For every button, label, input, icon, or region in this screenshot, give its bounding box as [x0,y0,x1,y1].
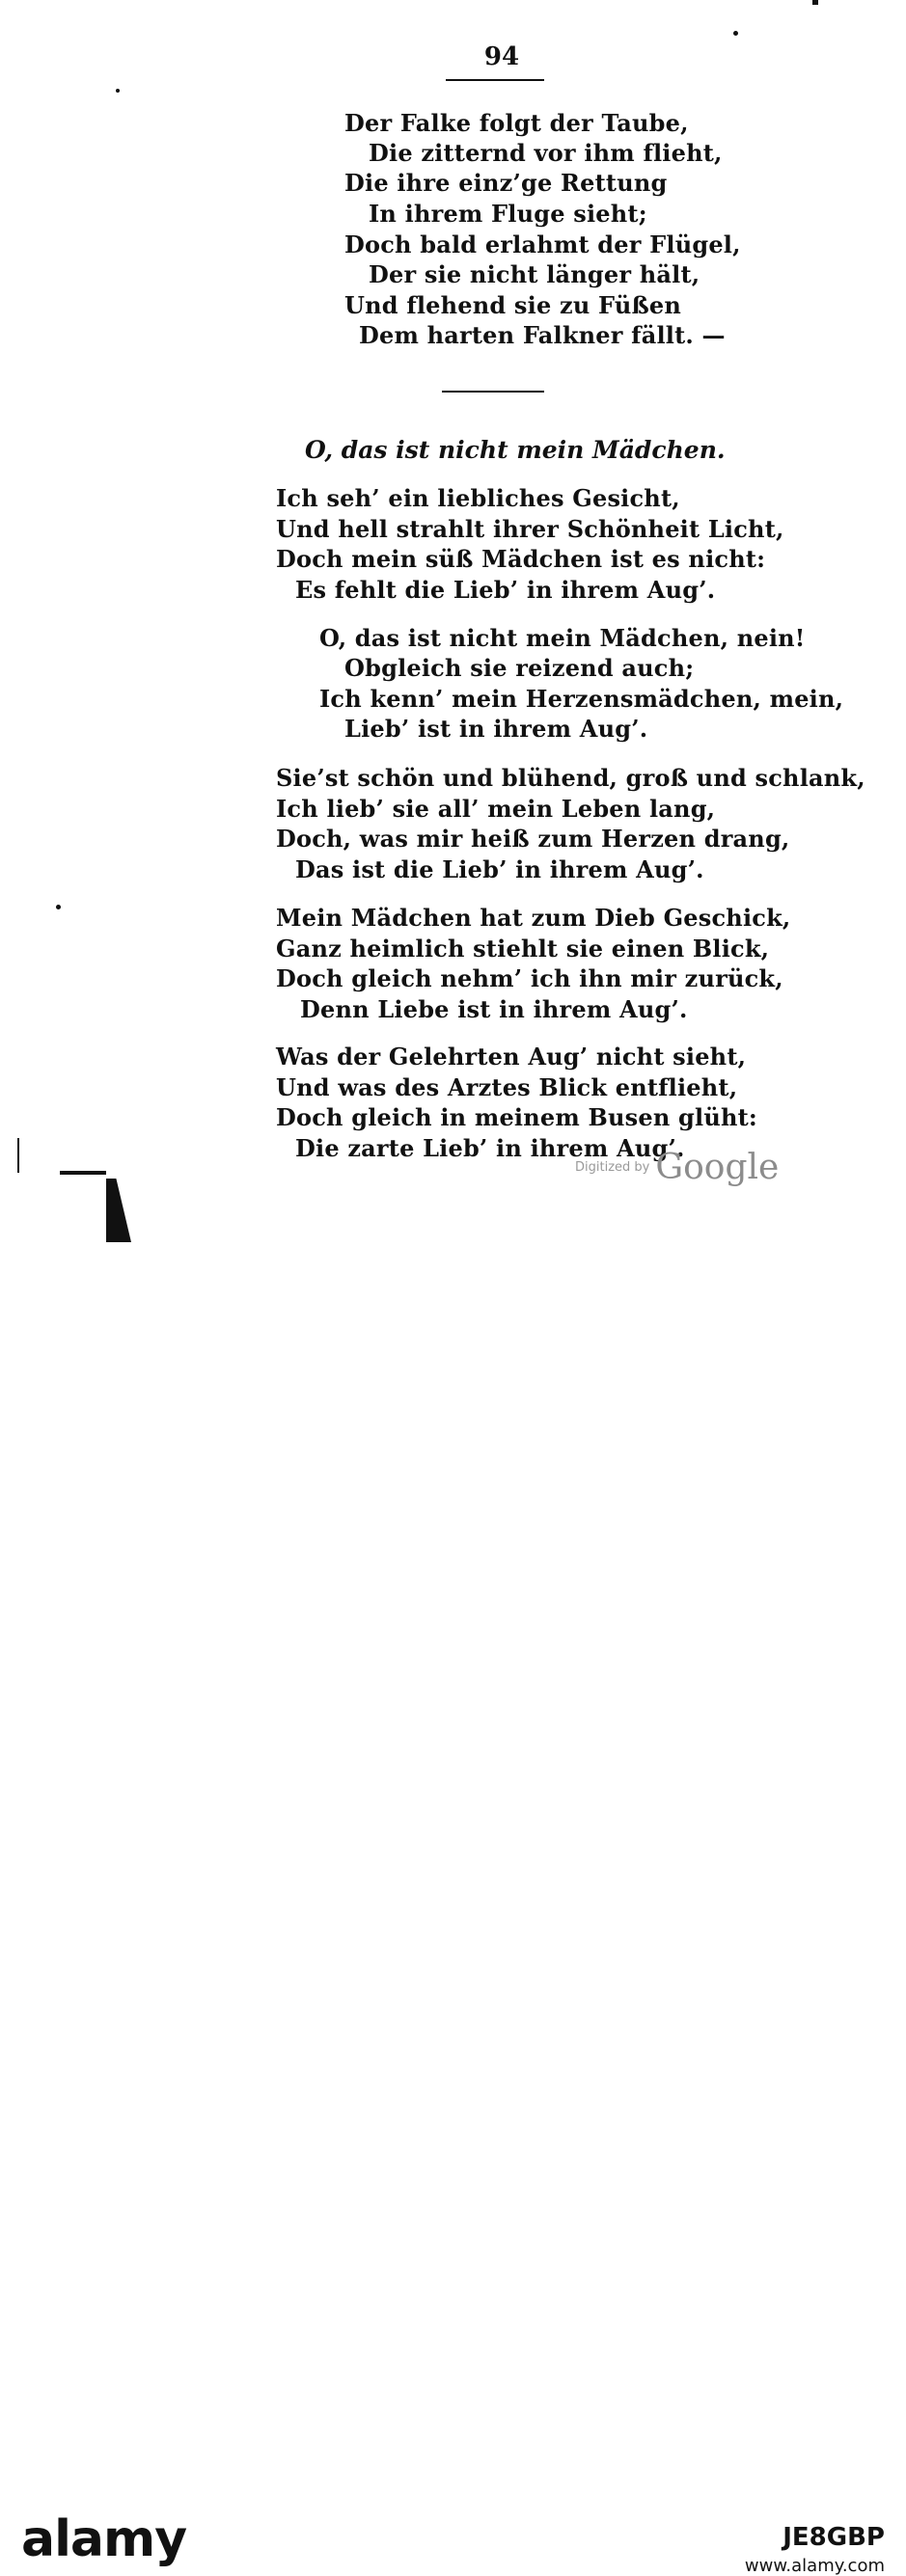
section-divider [442,391,544,393]
brand-logo: alamy [21,2510,187,2568]
scan-speck [56,905,61,909]
refrain-line: Lieb’ ist in ihrem Aug’. [344,715,648,743]
verse-line: Und flehend sie zu Füßen [344,291,682,319]
site-url: www.alamy.com [744,2556,885,2576]
verse-line: Das ist die Lieb’ in ihrem Aug’. [295,855,704,883]
digitized-watermark [575,1148,779,1187]
scan-edge-mark [812,0,818,5]
verse-line: Denn Liebe ist in ihrem Aug’. [300,995,688,1023]
page-number: 94 [483,42,520,71]
verse-line: Die zitternd vor ihm flieht, [369,139,723,167]
verse-line: Doch bald erlahmt der Flügel, [344,230,741,258]
verse-line: Und hell strahlt ihrer Schönheit Licht, [276,515,784,543]
verse-line: Der Falke folgt der Taube, [344,109,689,137]
scan-edge-mark [60,1171,106,1175]
verse-line: Sie’st schön und blühend, groß und schlank, [276,764,865,792]
image-code: JE8GBP [782,2523,885,2552]
scan-edge-line [17,1138,19,1173]
verse-line: Ganz heimlich stiehlt sie einen Blick, [276,935,770,963]
verse-line: Was der Gelehrten Aug’ nicht sieht, [276,1043,747,1071]
image-info [745,2523,885,2576]
scan-speck [116,89,120,93]
verse-line: Die ihre einz’ge Rettung [344,169,668,197]
verse-line: In ihrem Fluge sieht; [369,200,647,228]
refrain-line: Obgleich sie reizend auch; [344,654,695,682]
verse-line: Die zarte Lieb’ in ihrem Aug’. [295,1134,685,1162]
verse-line: Doch, was mir heiß zum Herzen drang, [276,825,790,853]
refrain-line: O, das ist nicht mein Mädchen, nein! [319,624,806,652]
book-page [0,0,906,1252]
verse-line: Doch gleich nehm’ ich ihn mir zurück, [276,964,783,992]
verse-line: Ich seh’ ein liebliches Gesicht, [276,484,680,512]
digitized-logo: Google [655,1148,780,1187]
verse-line: Doch mein süß Mädchen ist es nicht: [276,545,766,573]
verse-line: Es fehlt die Lieb’ in ihrem Aug’. [295,576,716,604]
verse-line: Doch gleich in meinem Busen glüht: [276,1103,757,1131]
verse-line: Und was des Arztes Blick entflieht, [276,1073,738,1101]
digitized-prefix: Digitized by [575,1160,650,1175]
header-rule [446,79,544,81]
stock-footer [0,1252,906,2576]
verse-line: Mein Mädchen hat zum Dieb Geschick, [276,904,791,932]
scan-speck [733,31,738,36]
scan-corner-shadow [106,1179,131,1242]
verse-line: Dem harten Falkner fällt. — [359,321,726,349]
verse-line: Ich lieb’ sie all’ mein Leben lang, [276,795,716,823]
refrain-line: Ich kenn’ mein Herzensmädchen, mein, [319,685,844,713]
verse-line: Der sie nicht länger hält, [369,260,700,288]
poem-title: O, das ist nicht mein Mädchen. [305,436,726,464]
